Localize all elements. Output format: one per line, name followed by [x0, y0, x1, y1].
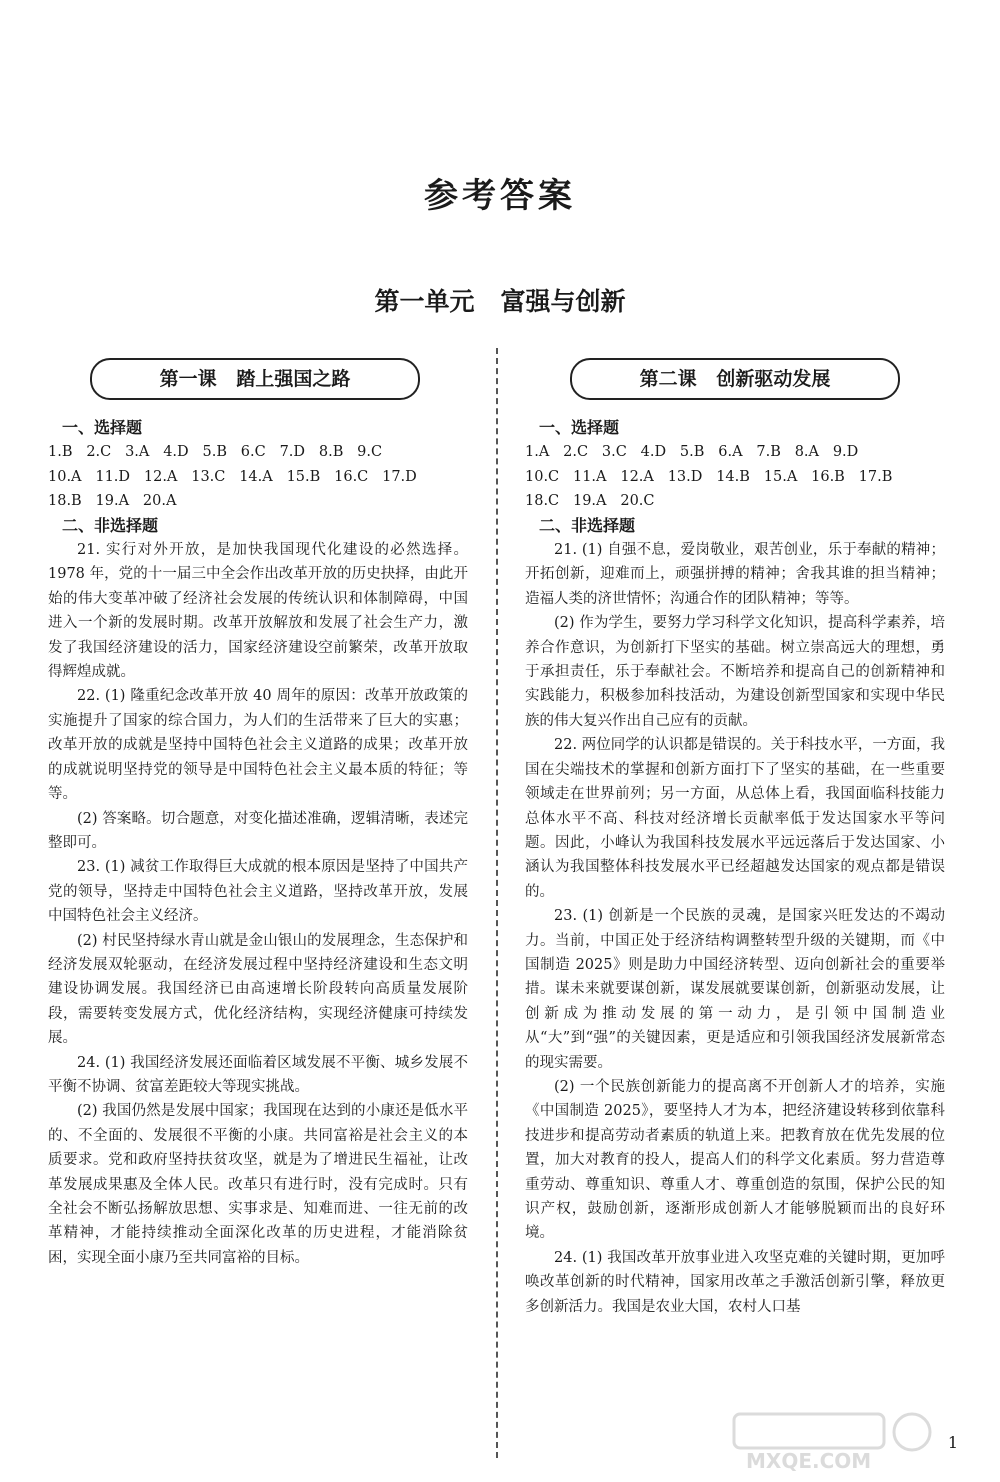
answer-paragraph: 24. (1) 我国改革开放事业进入攻坚克难的关键时期，更加呼唤改革创新的时代精神，国家用改革之手激活创新引擎，释放更多创新活力。我国是农业大国，农村人口基 — [525, 1249, 945, 1315]
answer-paragraph: (2) 一个民族创新能力的提高离不开创新人才的培养，实施《中国制造 2025》，要坚持人才为本，把经济建设转移到依靠科技进步和提高劳动者素质的轨道上来。把教育放在优先发展的位置，加大对教育的投人，提高人们的科学文化素质。努力营造尊重劳动、尊重知识、尊重人才、尊重创造的氛围，保护公民的知识产权，鼓励创新，逐渐形成创新人才能够脱颖而出的良好环境。 — [525, 1078, 945, 1242]
answer-line: 10.A 11.D 12.A 13.C 14.A 15.B 16.C 17.D — [48, 468, 417, 485]
answer-line: 1.A 2.C 3.C 4.D 5.B 6.A 7.B 8.A 9.D — [525, 444, 859, 461]
answer-line: 18.C 19.A 20.C — [525, 493, 655, 510]
answer-paragraph: (2) 答案略。切合题意，对变化描述准确，逻辑清晰，表述完整即可。 — [48, 810, 468, 851]
column-divider — [496, 348, 498, 1458]
answer-paragraph: 24. (1) 我国经济发展还面临着区域发展不平衡、城乡发展不平衡不协调、贫富差距较大等现实挑战。 — [48, 1054, 468, 1095]
answer-line: 1.B 2.C 3.A 4.D 5.B 6.C 7.D 8.B 9.C — [48, 444, 383, 461]
lesson-banner-left: 第一课 踏上强国之路 — [90, 358, 420, 400]
watermark-logo — [732, 1410, 942, 1474]
page-number: 1 — [947, 1433, 958, 1452]
answer-paragraph: 21. 实行对外开放，是加快我国现代化建设的必然选择。1978 年，党的十一届三中全会作出改革开放的历史抉择，由此开始的伟大变革冲破了经济社会发展的传统认识和体制障碍，中国进入一个新的发展时期。改革开放解放和发展了社会生产力，激发了我国经济建设的活力，国家经济建设空前繁荣，改革开放取得辉煌成就。 — [48, 542, 468, 681]
answer-paragraph: (2) 村民坚持绿水青山就是金山银山的发展理念，生态保护和经济发展双轮驱动，在经济发展过程中坚持经济建设和生态文明建设协调发展。我国经济已由高速增长阶段转向高质量发展阶段，需要转变发展方式，优化经济结构，实现经济健康可持续发展。 — [48, 932, 468, 1047]
answer-paragraph: 22. (1) 隆重纪念改革开放 40 周年的原因：改革开放政策的实施提升了国家的综合国力，为人们的生活带来了巨大的实惠；改革开放的成就是坚持中国特色社会主义道路的成果；改革开放的成就说明坚持党的领导是中国特色社会主义最本质的特征；等等。 — [48, 688, 468, 803]
lesson-banner-right: 第二课 创新驱动发展 — [570, 358, 900, 400]
answer-paragraph: (2) 作为学生，要努力学习科学文化知识，提高科学素养，培养合作意识，为创新打下坚实的基础。树立崇高远大的理想，勇于承担责任，乐于奉献社会。不断培养和提高自己的创新精神和实践能力，积极参加科技活动，为建设创新型国家和实现中华民族的伟大复兴作出自己应有的贡献。 — [525, 615, 945, 729]
answer-line: 10.C 11.A 12.A 13.D 14.B 15.A 16.B 17.B — [525, 468, 893, 485]
answer-paragraph: 23. (1) 减贫工作取得巨大成就的根本原因是坚持了中国共产党的领导，坚持走中国特色社会主义道路，坚持改革开放，发展中国特色社会主义经济。 — [48, 859, 468, 925]
section-heading: 一、选择题 — [62, 418, 143, 437]
answer-line: 18.B 19.A 20.A — [48, 493, 177, 510]
unit-heading: 第一单元 富强与创新 — [374, 287, 626, 316]
left-column — [48, 416, 468, 1270]
section-heading: 二、非选择题 — [62, 515, 159, 535]
svg-text:MXQE.COM: MXQE.COM — [746, 1449, 872, 1473]
answer-paragraph: 23. (1) 创新是一个民族的灵魂，是国家兴旺发达的不竭动力。当前，中国正处于经济结构调整转型升级的关键期，而《中国制造 2025》则是助力中国经济转型、迈向创新社会的重要举措。谋未来就要谋创新，谋发展就要谋创新，创新驱动发展，让创新成为推动发展的第一动力，是引领中国制造业从“大”到“强”的关键因素，更是适应和引领我国经济发展新常态的现实需要。 — [525, 908, 945, 1071]
section-heading: 一、选择题 — [539, 418, 620, 437]
right-column — [525, 416, 945, 1319]
section-heading: 二、非选择题 — [539, 515, 636, 535]
answer-paragraph: 22. 两位同学的认识都是错误的。关于科技水平，一方面，我国在尖端技术的掌握和创新方面打下了坚实的基础，在一些重要领域走在世界前列；另一方面，从总体上看，我国面临科技能力总体水平不高、科技对经济增长贡献率低于发达国家水平等问题。因此，小峰认为我国科技发展水平远远落后于发达国家、小涵认为我国整体科技发展水平已经超越发达国家的观点都是错误的。 — [525, 737, 945, 900]
page-title: 参考答案 — [424, 176, 576, 216]
answer-paragraph: (2) 我国仍然是发展中国家；我国现在达到的小康还是低水平的、不全面的、发展很不平衡的小康。共同富裕是社会主义的本质要求。党和政府坚持扶贫攻坚，就是为了增进民生福祉，让改革发展成果惠及全体人民。改革只有进行时，没有完成时。只有全社会不断弘扬解放思想、实事求是、知难而进、一往无前的改革精神，才能持续推动全面深化改革的历史进程，才能消除贫困，实现全面小康乃至共同富裕的目标。 — [48, 1103, 468, 1266]
answer-paragraph: 21. (1) 自强不息，爱岗敬业，艰苦创业，乐于奉献的精神；开拓创新，迎难而上，顽强拼搏的精神；舍我其谁的担当精神；造福人类的济世情怀；沟通合作的团队精神；等等。 — [525, 542, 945, 607]
